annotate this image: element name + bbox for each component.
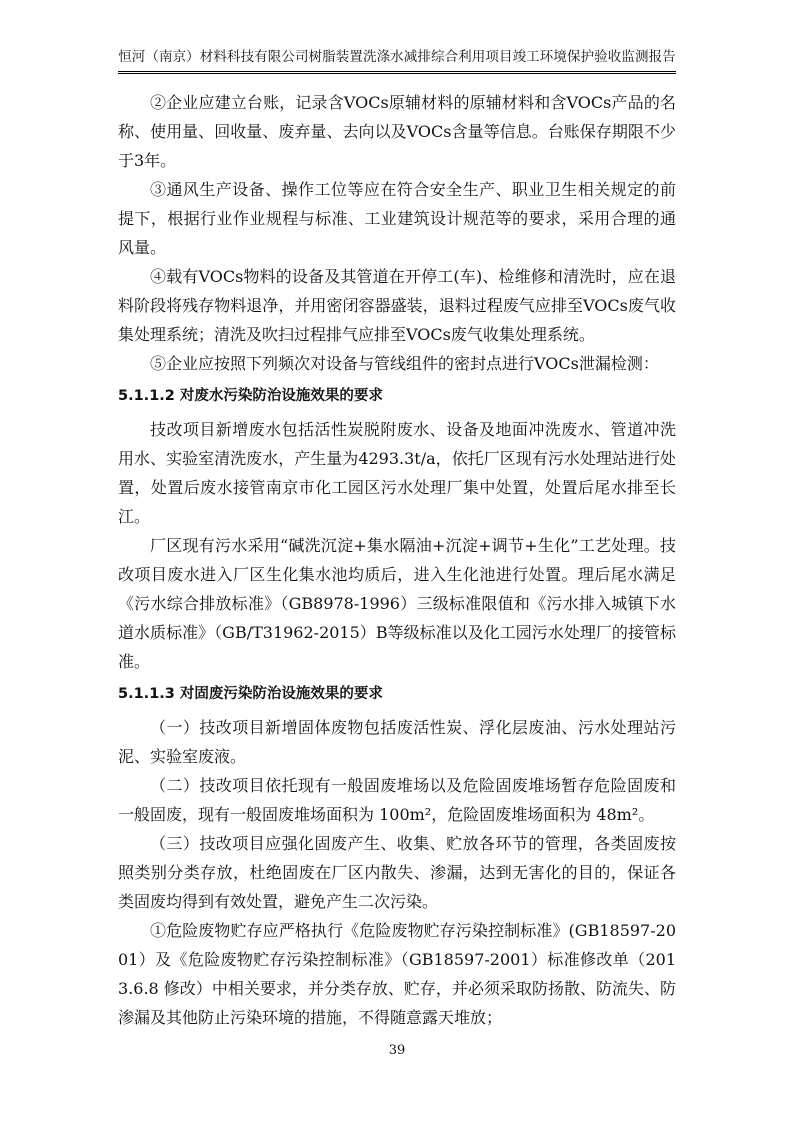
page-header-title: 恒河（南京）材料科技有限公司树脂装置洗涤水减排综合利用项目竣工环境保护验收监测报告 <box>118 49 676 65</box>
paragraph-solid-waste-types: （一）技改项目新增固体废物包括废活性炭、浮化层废油、污水处理站污泥、实验室废液。 <box>118 718 676 766</box>
paragraph-leak-detection: ⑤企业应按照下列频次对设备与管线组件的密封点进行VOCs泄漏检测： <box>150 354 659 373</box>
paragraph-wastewater-process: 厂区现有污水采用“碱洗沉淀+集水隔油+沉淀+调节+生化”工艺处理。技改项目废水进入厂区生化集水池均质后，进入生化池进行处置。理后尾水满足《污水综合排放标准》（GB8978-1996）三级标准限值和《污水排入城镇下水道水质标准》（GB/T31962-2015）B等级标准以及化工园污水处理厂的接管标准。 <box>118 536 676 671</box>
page-number: 39 <box>388 1043 406 1058</box>
paragraph-hazardous-storage: ①危险废物贮存应严格执行《危险废物贮存污染控制标准》(GB18597-2001）及《危险废物贮存污染控制标准》（GB18597-2001）标准修改单（2013.6.8 修改）中相关要求，并分类存放、贮存，并必须采取防扬散、防流失、防渗漏及其他防止污染环境的措施，不得随意露天堆放； <box>118 921 676 1027</box>
paragraph-ventilation: ③通风生产设备、操作工位等应在符合安全生产、职业卫生相关规定的前提下，根据行业作业规程与标准、工业建筑设计规范等的要求，采用合理的通风量。 <box>118 180 676 257</box>
paragraph-wastewater-sources: 技改项目新增废水包括活性炭脱附废水、设备及地面冲洗废水、管道冲洗用水、实验室清洗废水，产生量为4293.3t/a，依托厂区现有污水处理站进行处置，处置后废水接管南京市化工园区污水处理厂集中处置，处置后尾水排至长江。 <box>118 420 676 526</box>
paragraph-waste-management: （三）技改项目应强化固废产生、收集、贮放各环节的管理，各类固废按照类别分类存放，杜绝固废在厂区内散失、渗漏，达到无害化的目的，保证各类固废均得到有效处置，避免产生二次污染。 <box>118 834 676 911</box>
section-heading-solid-waste: 5.1.1.3 对固废污染防治设施效果的要求 <box>118 686 383 702</box>
paragraph-equipment-cleaning: ④载有VOCs物料的设备及其管道在开停工(车)、检维修和清洗时，应在退料阶段将残存物料退净，并用密闭容器盛装，退料过程废气应排至VOCs废气收集处理系统；清洗及吹扫过程排气应排至VOCs废气收集处理系统。 <box>118 267 676 344</box>
document-body <box>118 88 676 1032</box>
header-rule <box>118 71 676 74</box>
paragraph-ledger: ②企业应建立台账，记录含VOCs原辅材料的原辅材料和含VOCs产品的名称、使用量、回收量、废弃量、去向以及VOCs含量等信息。台账保存期限不少于3年。 <box>118 93 676 170</box>
section-heading-wastewater: 5.1.1.2 对废水污染防治设施效果的要求 <box>118 388 383 404</box>
paragraph-storage-yards: （二）技改项目依托现有一般固废堆场以及危险固废堆场暂存危险固废和一般固废，现有一般固废堆场面积为 100m²，危险固废堆场面积为 48m²。 <box>118 776 676 824</box>
